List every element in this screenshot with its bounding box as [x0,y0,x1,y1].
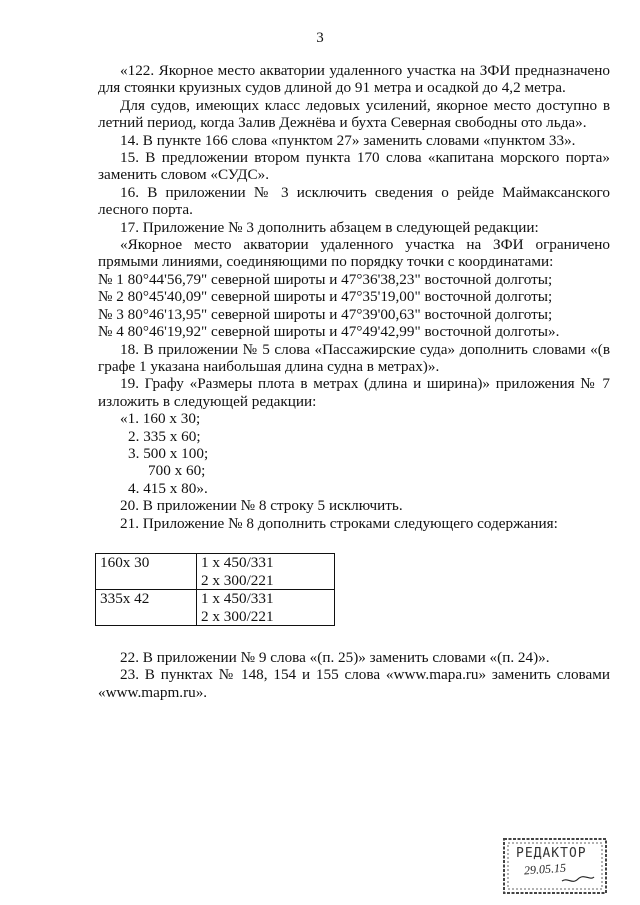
raft-size-1: «1. 160 x 30; [120,410,201,428]
table-row [96,590,335,626]
paragraph-22: 22. В приложении № 9 слова «(п. 25)» заменить словами «(п. 24)». [120,649,550,666]
paragraph-17: 17. Приложение № 3 дополнить абзацем в следующей редакции: [120,218,539,236]
table-cell-line: 1 x 450/331 [201,590,274,608]
document-body [98,62,610,532]
paragraph-15: 15. В предложении втором пункта 170 слова «капитана морского порта» заменить словом «СУДС». [98,149,610,184]
paragraph-17-text: «Якорное место акватории удаленного участка на ЗФИ ограничено прямыми линиями, соединяющими по порядку точки с координатами: [98,236,610,271]
paragraph-20: 20. В приложении № 8 строку 5 исключить. [120,497,403,515]
raft-size-3: 3. 500 x 100; [128,444,209,462]
table-cell-values [197,590,335,626]
table-cell-size: 160x 30 [96,554,197,590]
paragraph-122: «122. Якорное место акватории удаленного участка на ЗФИ предназначено для стоянки круизных судов длиной до 91 метра и осадкой до 4,2 метра. [98,62,610,97]
paragraph-122-ice: Для судов, имеющих класс ледовых усилений, якорное место доступно в летний период, когда Залив Дежнёва и бухта Северная свободны ото льда». [98,96,610,132]
stamp-label: РЕДАКТОР [516,846,587,861]
paragraph-19: 19. Графу «Размеры плота в метрах (длина и ширина)» приложения № 7 изложить в следующей редакции: [98,375,610,410]
table-cell-line: 2 x 300/221 [201,571,274,589]
raft-size-4: 4. 415 x 80». [128,479,208,497]
page-number: 3 [316,30,324,46]
coordinate-point-4: № 4 80°46'19,92" северной широты и 47°49'42,99" восточной долготы». [98,323,560,341]
raft-size-3b: 700 x 60; [148,462,206,480]
paragraph-23: 23. В пунктах № 148, 154 и 155 слова «www.mapa.ru» заменить словами «www.mapm.ru». [98,666,610,701]
table-cell-line: 1 x 450/331 [201,554,274,571]
document-body-continued [98,649,610,701]
paragraph-16: 16. В приложении № 3 исключить сведения о рейде Маймаксанского лесного порта. [98,183,610,219]
table-cell-values [197,554,335,590]
paragraph-18: 18. В приложении № 5 слова «Пассажирские суда» дополнить словами «(в графе 1 указана наибольшая длина судна в метрах)». [98,340,610,375]
paragraph-21: 21. Приложение № 8 дополнить строками следующего содержания: [120,514,558,532]
paragraph-14: 14. В пункте 166 слова «пунктом 27» заменить словами «пунктом 33». [120,131,576,149]
coordinate-point-3: № 3 80°46'13,95" северной широты и 47°39'00,63" восточной долготы; [98,305,553,323]
table-cell-size: 335x 42 [96,590,197,626]
table-row [96,554,335,590]
coordinate-point-2: № 2 80°45'40,09" северной широты и 47°35'19,00" восточной долготы; [98,288,553,306]
stamp-date: 29.05.15 [523,860,567,878]
raft-size-2: 2. 335 x 60; [128,427,201,445]
table-cell-line: 2 x 300/221 [201,607,274,625]
coordinate-point-1: № 1 80°44'56,79" северной широты и 47°36'38,23" восточной долготы; [98,270,553,288]
editor-stamp [502,837,608,895]
appendix-8-table [95,553,335,626]
